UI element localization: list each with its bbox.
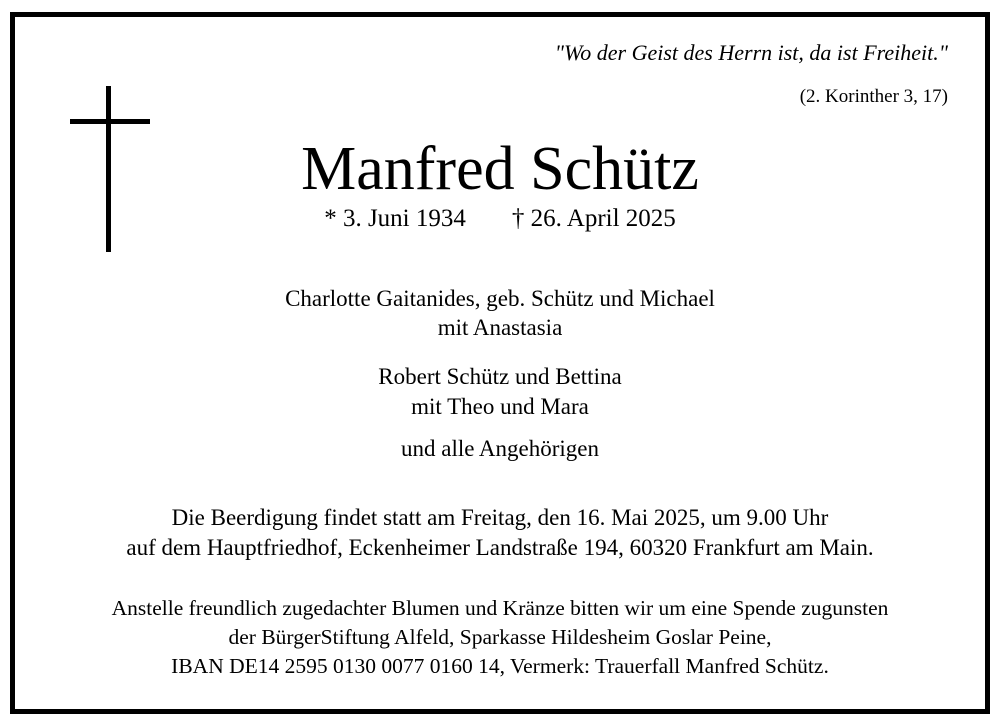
mourner-line: mit Anastasia (437, 315, 563, 340)
funeral-info-line: auf dem Hauptfriedhof, Eckenheimer Landstraße 194, 60320 Frankfurt am Main. (126, 535, 874, 560)
mourner-line: und alle Angehörigen (400, 436, 599, 461)
funeral-info-line: Die Beerdigung findet statt am Freitag, den 16. Mai 2025, um 9.00 Uhr (171, 505, 829, 530)
mourner-line: Charlotte Gaitanides, geb. Schütz und Michael (285, 286, 715, 311)
death-date: † 26. April 2025 (511, 205, 676, 232)
mourner-line: mit Theo und Mara (411, 394, 589, 419)
bible-reference: (2. Korinther 3, 17) (799, 86, 948, 107)
deceased-name: Manfred Schütz (301, 135, 699, 203)
donation-line: Anstelle freundlich zugedachter Blumen und Kränze bitten wir um eine Spende zugunsten (111, 596, 889, 620)
mourner-line: Robert Schütz und Bettina (378, 364, 622, 389)
donation-line: der BürgerStiftung Alfeld, Sparkasse Hildesheim Goslar Peine, (228, 625, 772, 649)
donation-line: IBAN DE14 2595 0130 0077 0160 14, Vermerk: Trauerfall Manfred Schütz. (171, 654, 829, 678)
birth-date: * 3. Juni 1934 (324, 205, 466, 232)
bible-quote: "Wo der Geist des Herrn ist, da ist Freiheit." (554, 40, 948, 65)
cross-horizontal-bar (70, 119, 150, 124)
life-dates (0, 203, 1000, 235)
